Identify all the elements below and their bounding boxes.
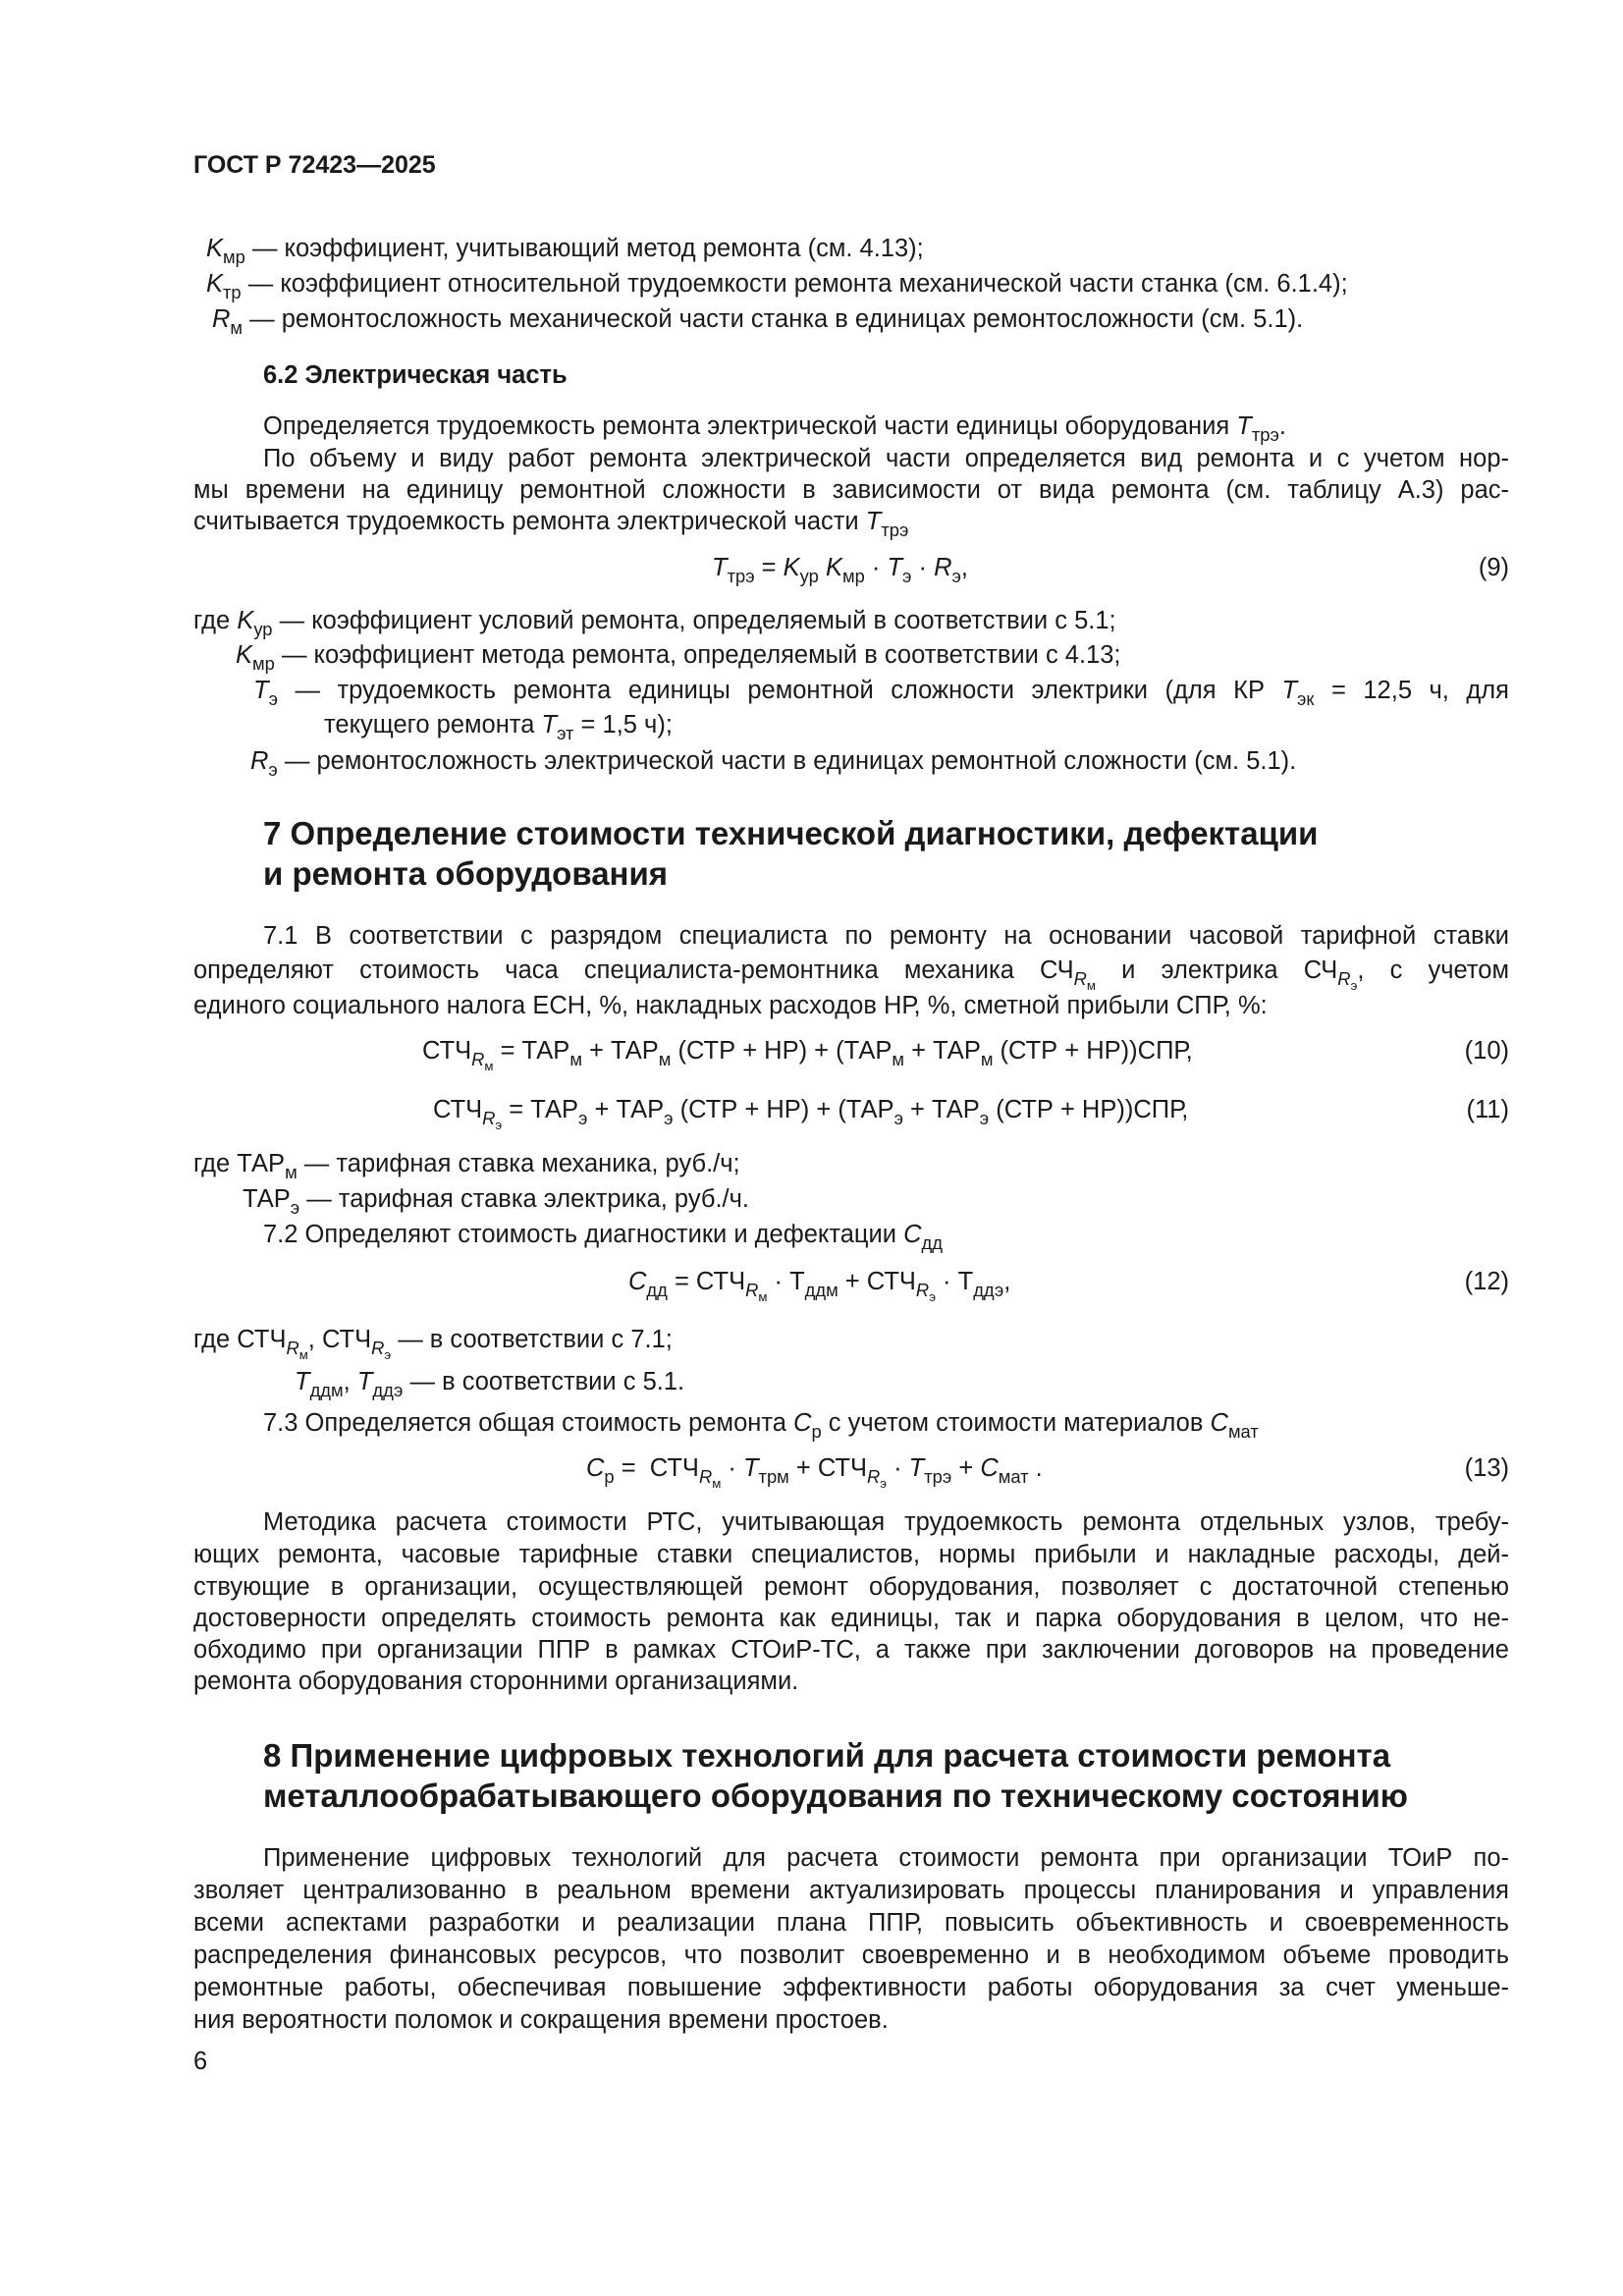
definition-stch: где $СТЧ_{R_м}$, $СТЧ_{R_э}$ — в соответствии с 7.1; — [193, 1326, 673, 1362]
formula-13: $C_р = СТЧ_{R_м} \cdot T_{трм} + СТЧ_{R_э} \cdot T_{трэ} + C_{мат}$ . — [586, 1454, 1043, 1491]
paragraph-method-line-6: ремонта оборудования сторонними организациями. — [193, 1667, 799, 1695]
document-header: ГОСТ Р 72423—2025 — [193, 151, 436, 179]
formula-10: $СТЧ_{R_м} = ТАР_м + ТАР_м$ $(СТР + НР) + (ТАР_м + ТАР_м$ (СТР + НР))СПР, — [422, 1037, 1193, 1073]
definition-te: $T_э$ — трудоемкость ремонта единицы ремонтной сложности электрики (для КР $T_{эк} = 12,5$ ч, для — [253, 677, 1509, 709]
paragraph-method-line-5: обходимо при организации ППР в рамках СТОиР-ТС, а также при заключении договоров на проведение — [193, 1636, 1509, 1664]
paragraph-6-2-2-line-1: По объему и виду работ ремонта электрической части определяется вид ремонта и с учетом нор- — [263, 445, 1509, 472]
definition-te-continued: текущего ремонта $T_{эт} = 1,5$ ч); — [324, 711, 673, 743]
definition-tar-e: $ТАР_э$ — тарифная ставка электрика, руб./ч. — [243, 1185, 750, 1218]
section-7-title-line-2: и ремонта оборудования — [263, 855, 669, 892]
definition-kmr-2: $K_{мр}$ — коэффициент метода ремонта, определяемый в соответствии с 4.13; — [236, 641, 1121, 674]
paragraph-method-line-2: ющих ремонта, часовые тарифные ставки специалистов, нормы прибыли и накладные расходы, дей- — [193, 1541, 1509, 1568]
paragraph-method-line-3: ствующие в организации, осуществляющей ремонт оборудования, позволяет с достаточной степенью — [193, 1573, 1509, 1601]
paragraph-8-line-3: всеми аспектами разработки и реализации плана ППР, повысить объективность и своевременность — [193, 1909, 1509, 1937]
paragraph-6-2-1: Определяется трудоемкость ремонта электрической части единицы оборудования $T_{трэ}$. — [263, 412, 1286, 445]
paragraph-8-line-4: распределения финансовых ресурсов, что позволит своевременно и в необходимом объеме проводить — [193, 1941, 1509, 1969]
definition-rm: $R_м$ — ремонтосложность механической части станка в единицах ремонтосложности (см. 5.1). — [212, 305, 1304, 338]
paragraph-7-1-line-1: 7.1 В соответствии с разрядом специалиста по ремонту на основании часовой тарифной ставки — [263, 922, 1509, 950]
paragraph-7-1-line-3: единого социального налога ЕСН, %, накладных расходов НР, %, сметной прибыли СПР, %: — [193, 992, 1268, 1019]
paragraph-8-line-5: ремонтные работы, обеспечивая повышение эффективности работы оборудования за счет уменьше- — [193, 1974, 1509, 2001]
paragraph-7-2: 7.2 Определяют стоимость диагностики и дефектации $C_{дд}$ — [263, 1221, 943, 1253]
section-8-title-line-1: 8 Применение цифровых технологий для расчета стоимости ремонта — [263, 1737, 1391, 1774]
formula-12: $C_{дд} = СТЧ_{R_м} \cdot Т_{ддм} + СТЧ_{R_э} \cdot Т_{ддэ}$, — [628, 1268, 1011, 1304]
paragraph-method-line-1: Методика расчета стоимости РТС, учитывающая трудоемкость ремонта отдельных узлов, требу- — [263, 1508, 1509, 1536]
paragraph-8-line-1: Применение цифровых технологий для расчета стоимости ремонта при организации ТОиР по- — [263, 1844, 1509, 1872]
paragraph-6-2-2-line-2: мы времени на единицу ремонтной сложности в зависимости от вида ремонта (см. таблицу А.3) рас- — [193, 476, 1509, 504]
formula-11: $СТЧ_{R_э} = ТАР_э + ТАР_э$ $(СТР + НР) + (ТАР_э + ТАР_э$ (СТР + НР))СПР, — [433, 1096, 1189, 1132]
paragraph-6-2-2-line-3: считывается трудоемкость ремонта электрической части $T_{трэ}$ — [193, 508, 909, 540]
section-8-title-line-2: металлообрабатывающего оборудования по техническому состоянию — [263, 1777, 1408, 1814]
paragraph-7-1-line-2: определяют стоимость часа специалиста-ремонтника механика $СЧ_{R_м}$ и электрика $СЧ_{R_э}$, с учетом — [193, 957, 1509, 993]
formula-13-number: (13) — [1464, 1454, 1509, 1482]
paragraph-7-3: 7.3 Определяется общая стоимость ремонта $C_р$ с учетом стоимости материалов $C_{мат}$ — [263, 1409, 1259, 1442]
formula-12-number: (12) — [1464, 1268, 1509, 1295]
section-6-2-title: 6.2 Электрическая часть — [263, 361, 568, 389]
definition-re: $R_э$ — ремонтосложность электрической части в единицах ремонтной сложности (см. 5.1). — [250, 747, 1297, 780]
paragraph-method-line-4: достоверности определять стоимость ремонта как единицы, так и парка оборудования в целом, что не- — [193, 1605, 1509, 1632]
formula-10-number: (10) — [1464, 1037, 1509, 1065]
definition-kmr: $K_{мр}$ — коэффициент, учитывающий метод ремонта (см. 4.13); — [206, 235, 924, 267]
section-7-title-line-1: 7 Определение стоимости технической диагностики, дефектации — [263, 815, 1319, 851]
definition-ktr: $K_{тр}$ — коэффициент относительной трудоемкости ремонта механической части станка (см. 6.1.4); — [206, 270, 1348, 302]
formula-9-number: (9) — [1478, 554, 1509, 581]
paragraph-8-line-2: зволяет централизованно в реальном времени актуализировать процессы планирования и управления — [193, 1877, 1509, 1904]
page-number: 6 — [193, 2048, 208, 2075]
formula-9: $T_{трэ} = K_{ур}$ $K_{мр} \cdot T_э \cdot R_э$, — [712, 554, 968, 586]
definition-kur: где $K_{ур}$ — коэффициент условий ремонта, определяемый в соответствии с 5.1; — [193, 607, 1116, 639]
formula-11-number: (11) — [1466, 1096, 1509, 1123]
definition-tdd: $T_{ддм}$, $T_{ддэ}$ — в соответствии с 5.1. — [295, 1368, 685, 1400]
paragraph-8-line-6: ния вероятности поломок и сокращения времени простоев. — [193, 2006, 889, 2034]
definition-tar-m: где $ТАР_м$ — тарифная ставка механика, руб./ч; — [193, 1150, 740, 1182]
